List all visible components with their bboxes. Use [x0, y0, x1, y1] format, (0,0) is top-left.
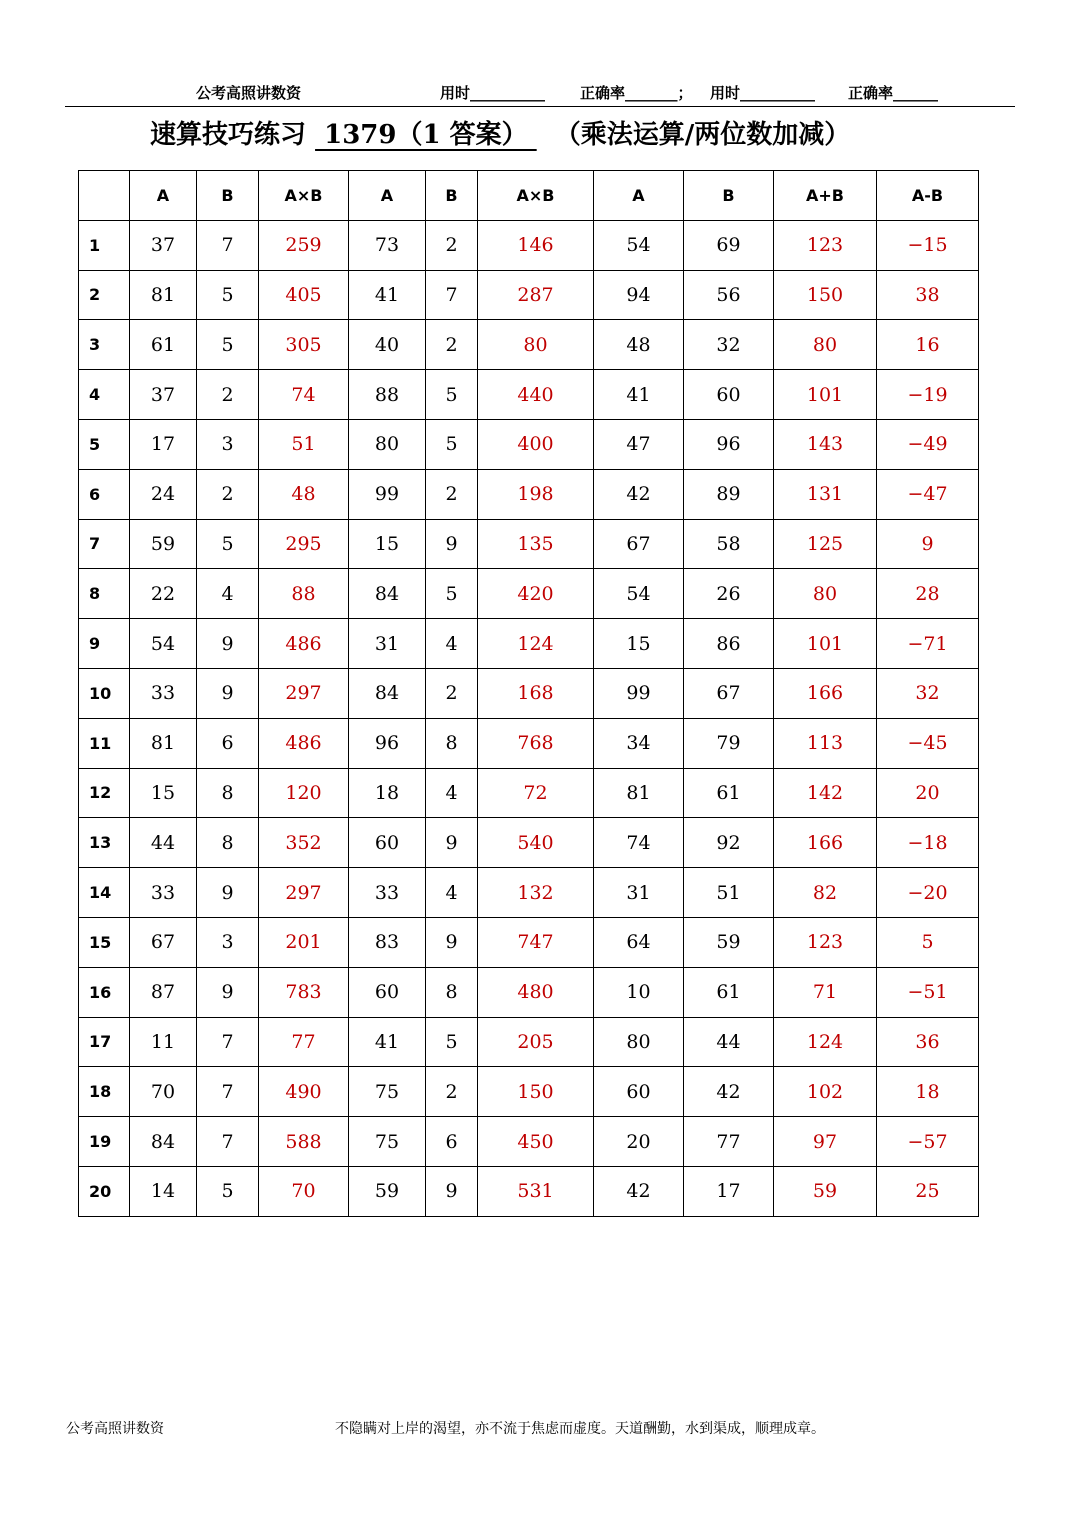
operand-cell: 86: [684, 619, 774, 669]
answer-cell: 143: [774, 419, 877, 469]
answer-cell: −57: [877, 1117, 979, 1167]
header-time-field-2: 用时__________: [710, 84, 816, 102]
operand-cell: 96: [349, 718, 426, 768]
table-row: [79, 1166, 979, 1216]
answer-cell: 32: [877, 668, 979, 718]
answer-cell: 80: [478, 320, 594, 370]
answer-cell: 101: [774, 370, 877, 420]
operand-cell: 9: [426, 1166, 478, 1216]
answer-cell: 132: [478, 868, 594, 918]
operand-cell: 5: [426, 1017, 478, 1067]
answer-cell: 80: [774, 320, 877, 370]
table-row: [79, 419, 979, 469]
operand-cell: 2: [426, 668, 478, 718]
answer-cell: 450: [478, 1117, 594, 1167]
operand-cell: 7: [197, 1117, 259, 1167]
operand-cell: 2: [426, 469, 478, 519]
operand-cell: 44: [130, 818, 197, 868]
answer-cell: 480: [478, 967, 594, 1017]
column-header: B: [684, 171, 774, 221]
answer-cell: 486: [259, 718, 349, 768]
operand-cell: 9: [197, 868, 259, 918]
page-title: [150, 114, 950, 160]
table-row: [79, 569, 979, 619]
operand-cell: 58: [684, 519, 774, 569]
header-time-field-1: 用时__________: [440, 84, 546, 102]
operand-cell: 5: [197, 320, 259, 370]
operand-cell: 60: [349, 818, 426, 868]
answer-cell: −45: [877, 718, 979, 768]
operand-cell: 80: [349, 419, 426, 469]
operand-cell: 7: [426, 270, 478, 320]
answer-cell: 166: [774, 818, 877, 868]
operand-cell: 75: [349, 1117, 426, 1167]
operand-cell: 8: [197, 768, 259, 818]
operand-cell: 61: [130, 320, 197, 370]
answer-cell: 420: [478, 569, 594, 619]
operand-cell: 5: [197, 1166, 259, 1216]
operand-cell: 87: [130, 967, 197, 1017]
operand-cell: 37: [130, 370, 197, 420]
answer-cell: 28: [877, 569, 979, 619]
operand-cell: 54: [594, 569, 684, 619]
operand-cell: 80: [594, 1017, 684, 1067]
operand-cell: 2: [197, 370, 259, 420]
row-number: 14: [79, 868, 130, 918]
column-header: A: [349, 171, 426, 221]
operand-cell: 9: [197, 967, 259, 1017]
answer-cell: 72: [478, 768, 594, 818]
operand-cell: 37: [130, 220, 197, 270]
answer-cell: 48: [259, 469, 349, 519]
table-header-row: [79, 171, 979, 221]
row-number: 16: [79, 967, 130, 1017]
answer-cell: 9: [877, 519, 979, 569]
footer-brand: 公考高照讲数资: [66, 1421, 164, 1437]
answer-cell: 102: [774, 1067, 877, 1117]
table-row: [79, 868, 979, 918]
answer-cell: 747: [478, 917, 594, 967]
row-number: 10: [79, 668, 130, 718]
operand-cell: 5: [197, 270, 259, 320]
operand-cell: 6: [197, 718, 259, 768]
operand-cell: 41: [349, 1017, 426, 1067]
table-row: [79, 370, 979, 420]
answer-cell: −47: [877, 469, 979, 519]
answer-cell: 97: [774, 1117, 877, 1167]
table-row: [79, 469, 979, 519]
header-divider: [65, 106, 1015, 107]
answer-cell: 295: [259, 519, 349, 569]
row-number: 13: [79, 818, 130, 868]
answer-cell: 123: [774, 220, 877, 270]
answer-cell: −20: [877, 868, 979, 918]
operand-cell: 75: [349, 1067, 426, 1117]
answer-cell: 166: [774, 668, 877, 718]
operand-cell: 60: [349, 967, 426, 1017]
operand-cell: 20: [594, 1117, 684, 1167]
operand-cell: 56: [684, 270, 774, 320]
operand-cell: 2: [426, 220, 478, 270]
operand-cell: 9: [426, 519, 478, 569]
answer-cell: 59: [774, 1166, 877, 1216]
answer-cell: 5: [877, 917, 979, 967]
operand-cell: 22: [130, 569, 197, 619]
table-row: [79, 768, 979, 818]
answer-cell: 783: [259, 967, 349, 1017]
operand-cell: 42: [594, 469, 684, 519]
answer-cell: −19: [877, 370, 979, 420]
table-row: [79, 718, 979, 768]
operand-cell: 42: [594, 1166, 684, 1216]
operand-cell: 70: [130, 1067, 197, 1117]
table-row: [79, 917, 979, 967]
operand-cell: 18: [349, 768, 426, 818]
title-subtitle: （乘法运算/两位数加减）: [536, 120, 851, 150]
operand-cell: 60: [594, 1067, 684, 1117]
table-row: [79, 1067, 979, 1117]
answer-cell: −15: [877, 220, 979, 270]
operand-cell: 44: [684, 1017, 774, 1067]
operand-cell: 88: [349, 370, 426, 420]
row-number: 2: [79, 270, 130, 320]
operand-cell: 84: [130, 1117, 197, 1167]
answer-cell: 124: [478, 619, 594, 669]
answer-cell: 297: [259, 668, 349, 718]
operand-cell: 4: [426, 619, 478, 669]
operand-cell: 32: [684, 320, 774, 370]
answer-cell: 588: [259, 1117, 349, 1167]
operand-cell: 54: [130, 619, 197, 669]
answer-cell: 490: [259, 1067, 349, 1117]
operand-cell: 67: [684, 668, 774, 718]
row-number: 6: [79, 469, 130, 519]
page-footer: [0, 1418, 1080, 1442]
operand-cell: 17: [130, 419, 197, 469]
row-number: 17: [79, 1017, 130, 1067]
table-row: [79, 818, 979, 868]
operand-cell: 59: [684, 917, 774, 967]
operand-cell: 4: [426, 768, 478, 818]
operand-cell: 5: [426, 569, 478, 619]
operand-cell: 61: [684, 768, 774, 818]
answer-cell: 150: [774, 270, 877, 320]
operand-cell: 9: [426, 818, 478, 868]
operand-cell: 81: [594, 768, 684, 818]
operand-cell: 34: [594, 718, 684, 768]
row-number: 3: [79, 320, 130, 370]
operand-cell: 4: [197, 569, 259, 619]
operand-cell: 60: [684, 370, 774, 420]
operand-cell: 7: [197, 220, 259, 270]
operand-cell: 42: [684, 1067, 774, 1117]
answer-cell: −49: [877, 419, 979, 469]
answer-cell: 150: [478, 1067, 594, 1117]
answer-cell: 124: [774, 1017, 877, 1067]
column-header: A: [594, 171, 684, 221]
answer-cell: 768: [478, 718, 594, 768]
operand-cell: 15: [130, 768, 197, 818]
row-number: 4: [79, 370, 130, 420]
answer-cell: 125: [774, 519, 877, 569]
operand-cell: 54: [594, 220, 684, 270]
table-row: [79, 668, 979, 718]
answer-cell: 205: [478, 1017, 594, 1067]
operand-cell: 33: [349, 868, 426, 918]
operand-cell: 11: [130, 1017, 197, 1067]
answer-cell: 18: [877, 1067, 979, 1117]
operand-cell: 10: [594, 967, 684, 1017]
answer-cell: 198: [478, 469, 594, 519]
operand-cell: 4: [426, 868, 478, 918]
header-accuracy-field-1: 正确率_______；: [580, 84, 693, 102]
operand-cell: 33: [130, 668, 197, 718]
footer-motto: 不隐瞒对上岸的渴望，亦不流于焦虑而虚度。天道酬勤，水到渠成，顺理成章。: [335, 1421, 825, 1437]
operand-cell: 7: [197, 1067, 259, 1117]
row-number: 19: [79, 1117, 130, 1167]
answer-cell: 80: [774, 569, 877, 619]
operand-cell: 5: [426, 419, 478, 469]
answer-cell: 74: [259, 370, 349, 420]
row-number: 18: [79, 1067, 130, 1117]
operand-cell: 48: [594, 320, 684, 370]
answer-cell: 400: [478, 419, 594, 469]
operand-cell: 8: [426, 967, 478, 1017]
row-number: 1: [79, 220, 130, 270]
operand-cell: 31: [349, 619, 426, 669]
answer-cell: 20: [877, 768, 979, 818]
answer-cell: 305: [259, 320, 349, 370]
answer-cell: −71: [877, 619, 979, 669]
operand-cell: 92: [684, 818, 774, 868]
operand-cell: 3: [197, 917, 259, 967]
operand-cell: 2: [426, 320, 478, 370]
column-header: A+B: [774, 171, 877, 221]
practice-table: [78, 170, 979, 1217]
table-row: [79, 1017, 979, 1067]
title-code: 1379（1 答案）: [315, 120, 537, 150]
operand-cell: 47: [594, 419, 684, 469]
answer-cell: 405: [259, 270, 349, 320]
answer-cell: 82: [774, 868, 877, 918]
table-row: [79, 519, 979, 569]
operand-cell: 89: [684, 469, 774, 519]
answer-cell: 168: [478, 668, 594, 718]
operand-cell: 59: [349, 1166, 426, 1216]
operand-cell: 41: [594, 370, 684, 420]
answer-cell: −18: [877, 818, 979, 868]
operand-cell: 79: [684, 718, 774, 768]
answer-cell: 297: [259, 868, 349, 918]
answer-cell: 88: [259, 569, 349, 619]
operand-cell: 14: [130, 1166, 197, 1216]
operand-cell: 96: [684, 419, 774, 469]
operand-cell: 5: [197, 519, 259, 569]
answer-cell: 71: [774, 967, 877, 1017]
answer-cell: 131: [774, 469, 877, 519]
operand-cell: 26: [684, 569, 774, 619]
operand-cell: 64: [594, 917, 684, 967]
answer-cell: 123: [774, 917, 877, 967]
operand-cell: 3: [197, 419, 259, 469]
answer-cell: −51: [877, 967, 979, 1017]
operand-cell: 9: [197, 668, 259, 718]
operand-cell: 77: [684, 1117, 774, 1167]
operand-cell: 67: [130, 917, 197, 967]
operand-cell: 61: [684, 967, 774, 1017]
column-header: B: [197, 171, 259, 221]
operand-cell: 8: [426, 718, 478, 768]
row-number: 11: [79, 718, 130, 768]
operand-cell: 33: [130, 868, 197, 918]
row-number: 20: [79, 1166, 130, 1216]
table-row: [79, 619, 979, 669]
table-row: [79, 320, 979, 370]
column-header: A: [130, 171, 197, 221]
page-header: [0, 80, 1080, 104]
answer-cell: 287: [478, 270, 594, 320]
column-header: B: [426, 171, 478, 221]
column-header: A-B: [877, 171, 979, 221]
table-row: [79, 220, 979, 270]
column-header: A×B: [259, 171, 349, 221]
operand-cell: 6: [426, 1117, 478, 1167]
column-header: A×B: [478, 171, 594, 221]
title-main: 速算技巧练习: [150, 120, 316, 150]
answer-cell: 486: [259, 619, 349, 669]
operand-cell: 8: [197, 818, 259, 868]
table-row: [79, 270, 979, 320]
row-number: 12: [79, 768, 130, 818]
answer-cell: 113: [774, 718, 877, 768]
answer-cell: 352: [259, 818, 349, 868]
operand-cell: 81: [130, 270, 197, 320]
operand-cell: 67: [594, 519, 684, 569]
operand-cell: 41: [349, 270, 426, 320]
operand-cell: 15: [594, 619, 684, 669]
operand-cell: 73: [349, 220, 426, 270]
operand-cell: 31: [594, 868, 684, 918]
row-number: 5: [79, 419, 130, 469]
answer-cell: 70: [259, 1166, 349, 1216]
header-brand: 公考高照讲数资: [196, 84, 302, 102]
answer-cell: 259: [259, 220, 349, 270]
column-header: [79, 171, 130, 221]
operand-cell: 2: [197, 469, 259, 519]
answer-cell: 142: [774, 768, 877, 818]
operand-cell: 40: [349, 320, 426, 370]
operand-cell: 74: [594, 818, 684, 868]
operand-cell: 69: [684, 220, 774, 270]
operand-cell: 7: [197, 1017, 259, 1067]
operand-cell: 99: [594, 668, 684, 718]
answer-cell: 540: [478, 818, 594, 868]
operand-cell: 83: [349, 917, 426, 967]
operand-cell: 81: [130, 718, 197, 768]
answer-cell: 36: [877, 1017, 979, 1067]
operand-cell: 17: [684, 1166, 774, 1216]
table-row: [79, 1117, 979, 1167]
operand-cell: 15: [349, 519, 426, 569]
answer-cell: 135: [478, 519, 594, 569]
operand-cell: 84: [349, 569, 426, 619]
answer-cell: 25: [877, 1166, 979, 1216]
answer-cell: 146: [478, 220, 594, 270]
answer-cell: 77: [259, 1017, 349, 1067]
answer-cell: 440: [478, 370, 594, 420]
answer-cell: 101: [774, 619, 877, 669]
operand-cell: 84: [349, 668, 426, 718]
row-number: 7: [79, 519, 130, 569]
row-number: 8: [79, 569, 130, 619]
row-number: 15: [79, 917, 130, 967]
row-number: 9: [79, 619, 130, 669]
operand-cell: 9: [426, 917, 478, 967]
answer-cell: 531: [478, 1166, 594, 1216]
answer-cell: 16: [877, 320, 979, 370]
operand-cell: 99: [349, 469, 426, 519]
operand-cell: 5: [426, 370, 478, 420]
table-body: [79, 220, 979, 1216]
answer-cell: 38: [877, 270, 979, 320]
operand-cell: 24: [130, 469, 197, 519]
answer-cell: 201: [259, 917, 349, 967]
operand-cell: 9: [197, 619, 259, 669]
operand-cell: 51: [684, 868, 774, 918]
answer-cell: 120: [259, 768, 349, 818]
operand-cell: 2: [426, 1067, 478, 1117]
table-row: [79, 967, 979, 1017]
operand-cell: 94: [594, 270, 684, 320]
header-accuracy-field-2: 正确率______: [848, 84, 939, 102]
operand-cell: 59: [130, 519, 197, 569]
answer-cell: 51: [259, 419, 349, 469]
